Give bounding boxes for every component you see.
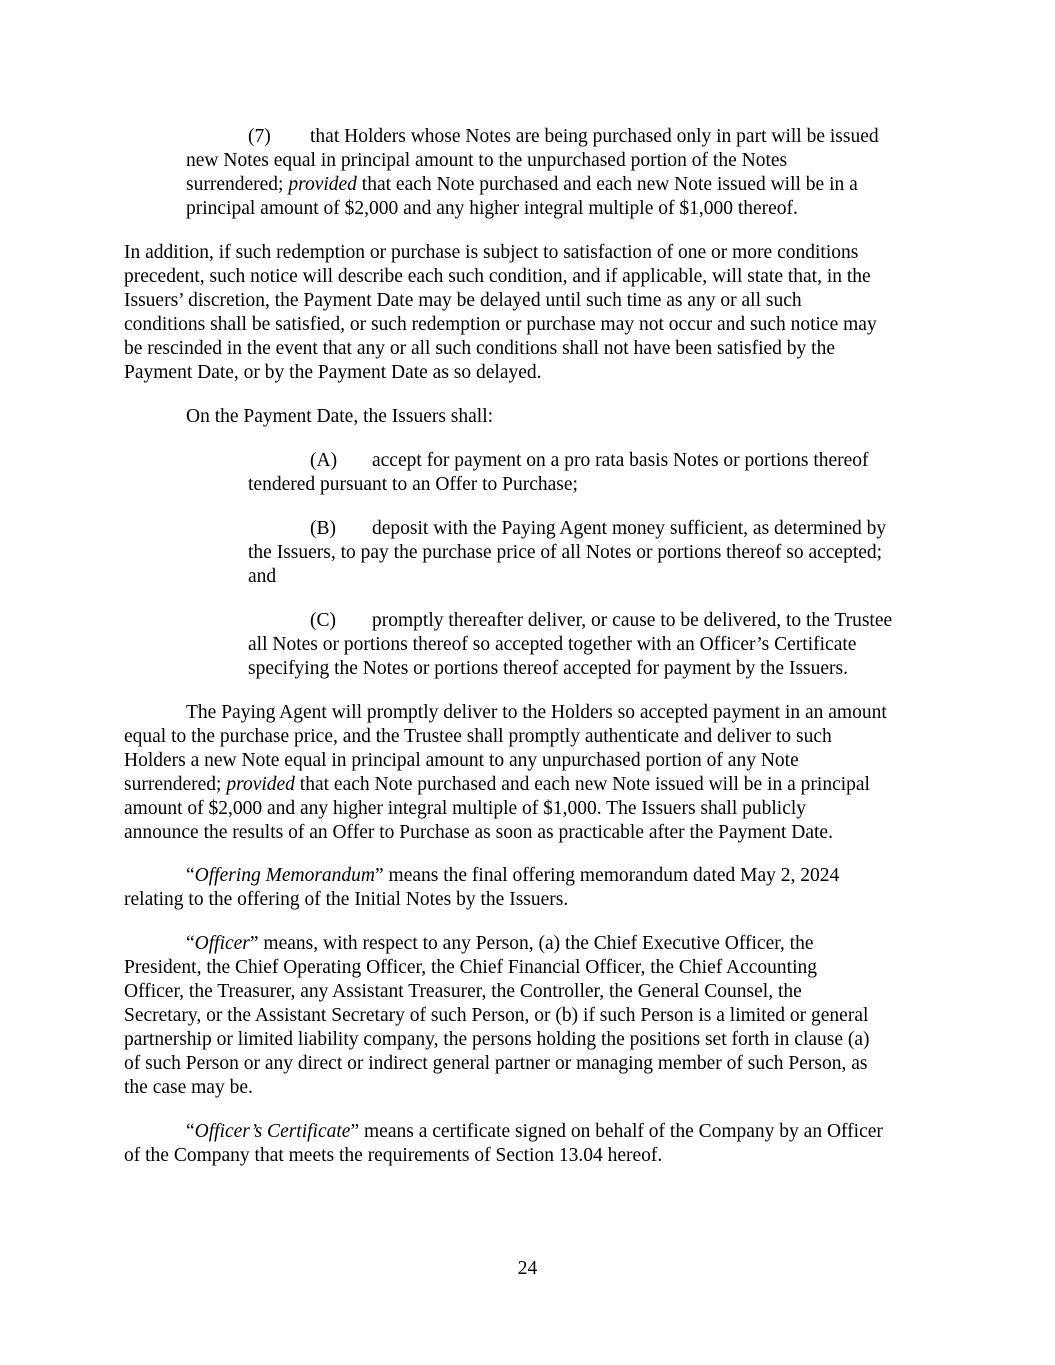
officers-certificate-open-quote: “ [186,1121,195,1142]
offering-memorandum-line-1: ” means the final offering memorandum dated May 2, 2024 [375,865,840,886]
officer-open-quote: “ [186,933,195,954]
clause-a-marker: (A) [310,450,338,471]
clause-c-marker: (C) [310,610,336,631]
offering-memorandum-open-quote: “ [186,865,195,886]
in-addition-line: Payment Date, or by the Payment Date as so delayed. [124,362,542,383]
clause-a-line-1: accept for payment on a pro rata basis Notes or portions thereof [372,450,869,471]
clause-c-line-3: specifying the Notes or portions thereof accepted for payment by the Issuers. [248,658,848,679]
paying-agent-line-3: Holders a new Note equal in principal amount to any unpurchased portion of any Note [124,750,799,771]
clause-a-line-2: tendered pursuant to an Offer to Purchase; [248,474,578,495]
payment-date-intro [186,405,493,429]
paying-agent-line-5: amount of $2,000 and any higher integral multiple of $1,000. The Issuers shall publicly [124,798,807,819]
officers-certificate-term: Officer’s Certificate [194,1121,351,1142]
paying-agent-line-6: announce the results of an Offer to Purchase as soon as practicable after the Payment Date. [124,822,833,843]
in-addition-line: be rescinded in the event that any or all such conditions shall not have been satisfied by the [124,338,836,359]
clause-b-line-2: the Issuers, to pay the purchase price of all Notes or portions thereof so accepted; [248,542,883,563]
paying-agent-line-4-pre: surrendered; [124,774,227,795]
paying-agent-line-2: equal to the purchase price, and the Trustee shall promptly authenticate and deliver to such [124,726,832,747]
in-addition-line: precedent, such notice will describe each such condition, and if applicable, will state that, in the [124,266,871,287]
officer-term: Officer [194,933,250,954]
clause-b [248,517,886,589]
clause-7-line-1: that Holders whose Notes are being purchased only in part will be issued [310,126,879,147]
payment-date-intro-text: On the Payment Date, the Issuers shall: [186,406,494,427]
paying-agent-line-1: The Paying Agent will promptly deliver to the Holders so accepted payment in an amount [186,702,887,723]
clause-7-marker: (7) [248,126,271,147]
in-addition-line: In addition, if such redemption or purchase is subject to satisfaction of one or more conditions [124,242,859,263]
clause-7-provided: provided [288,174,357,195]
page-number: 24 [517,1258,538,1279]
offering-memorandum-term: Offering Memorandum [194,865,376,886]
clause-c-line-2: all Notes or portions thereof so accepted together with an Officer’s Certificate [248,634,857,655]
officer-definition [124,932,870,1100]
clause-b-line-3: and [248,566,277,587]
clause-7-line-3-post: that each Note purchased and each new Note issued will be in a [356,174,858,195]
paying-agent-provided: provided [226,774,295,795]
in-addition-paragraph [124,241,877,385]
officers-certificate-line-1: ” means a certificate signed on behalf of the Company by an Officer [350,1121,883,1142]
officers-certificate-definition [124,1120,883,1168]
clause-c [248,609,892,681]
officer-line-7: the case may be. [124,1077,253,1098]
clause-7-line-4: principal amount of $2,000 and any higher integral multiple of $1,000 thereof. [186,198,798,219]
in-addition-line: conditions shall be satisfied, or such redemption or purchase may not occur and such notice may [124,314,877,335]
officer-line-5: partnership or limited liability company, the persons holding the positions set forth in clause (a) [124,1029,870,1050]
clause-7 [186,125,879,221]
officer-line-4: Secretary, or the Assistant Secretary of such Person, or (b) if such Person is a limited or general [124,1005,869,1026]
clause-a [248,449,869,497]
in-addition-line: Issuers’ discretion, the Payment Date may be delayed until such time as any or all such [124,290,802,311]
officer-line-3: Officer, the Treasurer, any Assistant Treasurer, the Controller, the General Counsel, the [124,981,802,1002]
officer-line-2: President, the Chief Operating Officer, the Chief Financial Officer, the Chief Accounting [124,957,818,978]
clause-b-marker: (B) [310,518,336,539]
officer-line-1: ” means, with respect to any Person, (a) the Chief Executive Officer, the [249,933,814,954]
offering-memorandum-line-2: relating to the offering of the Initial Notes by the Issuers. [124,889,569,910]
clause-b-line-1: deposit with the Paying Agent money sufficient, as determined by [372,518,887,539]
officer-line-6: of such Person or any direct or indirect general partner or managing member of such Person, as [124,1053,868,1074]
clause-7-line-3-pre: surrendered; [186,174,289,195]
paying-agent-line-4-post: that each Note purchased and each new Note issued will be in a principal [294,774,870,795]
clause-7-line-2: new Notes equal in principal amount to the unpurchased portion of the Notes [186,150,788,171]
offering-memorandum-definition [124,864,839,912]
clause-c-line-1: promptly thereafter deliver, or cause to be delivered, to the Trustee [372,610,893,631]
officers-certificate-line-2: of the Company that meets the requirements of Section 13.04 hereof. [124,1145,663,1166]
paying-agent-paragraph [124,701,887,845]
